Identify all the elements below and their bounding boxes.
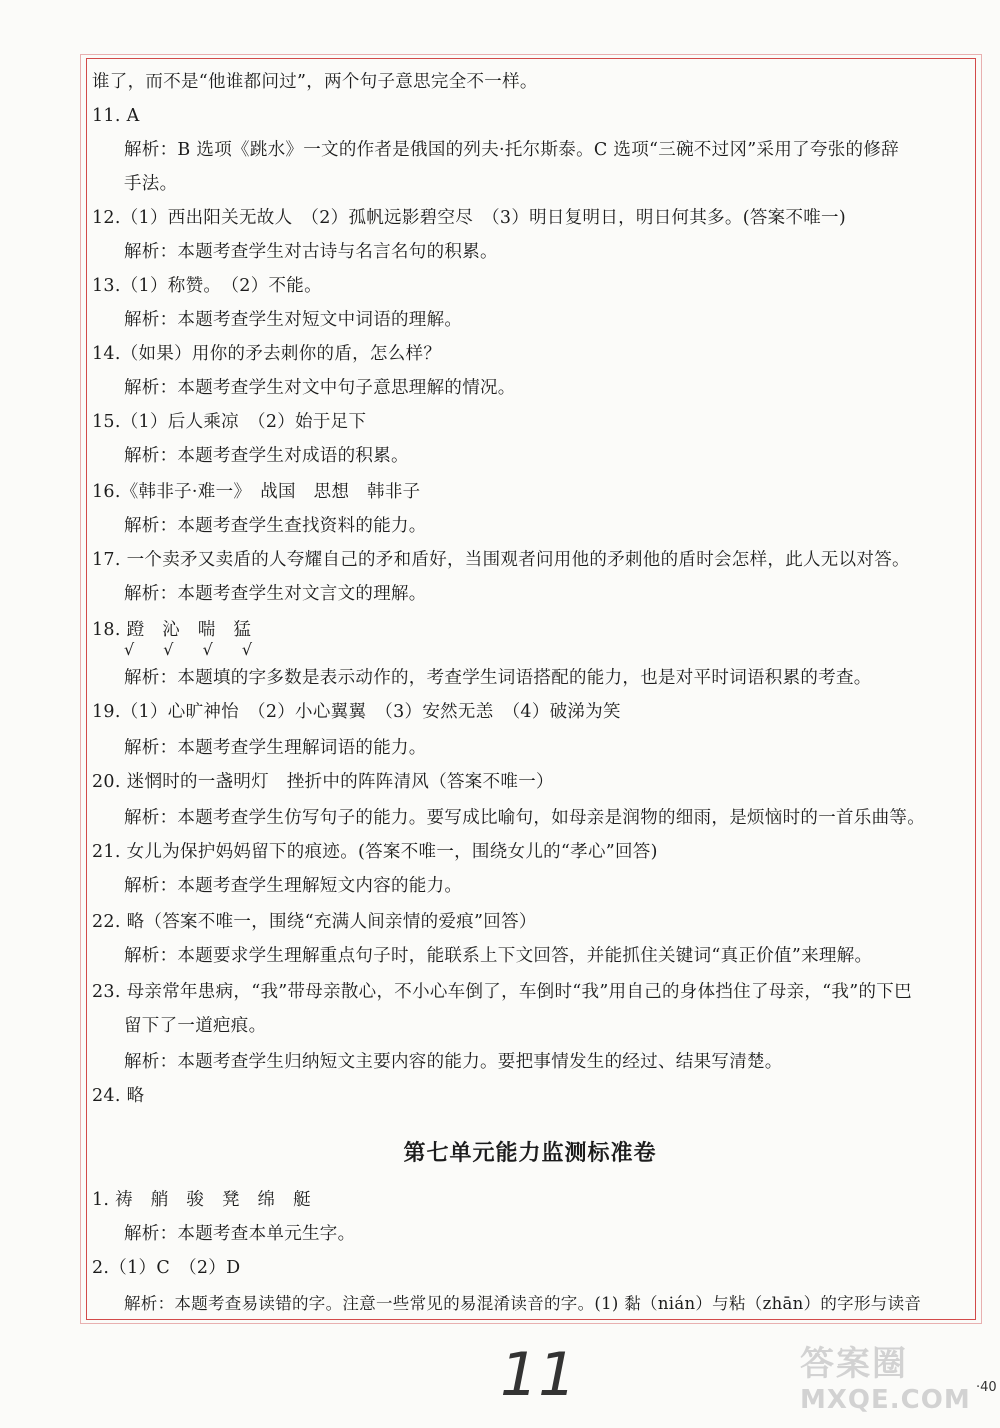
analysis-17: 解析：本题考查学生对文言文的理解。 — [124, 584, 427, 604]
handwritten-page-number: 11 — [500, 1340, 577, 1410]
section7-analysis-2: 解析：本题考查易读错的字。注意一些常见的易混淆读音的字。(1) 黏（nián）与粘（zhān）的字形与读音 — [124, 1294, 922, 1313]
answer-19: 19.（1）心旷神怡 （2）小心翼翼 （3）安然无恙 （4）破涕为笑 — [92, 702, 621, 722]
analysis-11-cont: 手法。 — [124, 174, 178, 194]
watermark-line2: MXQE.COM — [800, 1385, 971, 1415]
answer-18: 18. 蹬 沁 喘 猛 — [92, 620, 252, 640]
answer-20: 20. 迷惘时的一盏明灯 挫折中的阵阵清风（答案不唯一） — [92, 772, 554, 792]
analysis-18: 解析：本题填的字多数是表示动作的，考查学生词语搭配的能力，也是对平时词语积累的考查。 — [124, 668, 872, 688]
answer-23-cont: 留下了一道疤痕。 — [124, 1016, 267, 1036]
watermark-logo — [800, 1336, 990, 1424]
analysis-23: 解析：本题考查学生归纳短文主要内容的能力。要把事情发生的经过、结果写清楚。 — [124, 1052, 783, 1072]
analysis-13: 解析：本题考查学生对短文中词语的理解。 — [124, 310, 463, 330]
answer-14: 14.（如果）用你的矛去刺你的盾，怎么样？ — [92, 344, 442, 364]
text-line: 谁了，而不是“他谁都问过”，两个句子意思完全不一样。 — [92, 72, 538, 92]
analysis-12: 解析：本题考查学生对古诗与名言名句的积累。 — [124, 242, 498, 262]
section7-answer-2: 2.（1）C （2）D — [92, 1258, 241, 1278]
answer-15: 15.（1）后人乘凉 （2）始于足下 — [92, 412, 367, 432]
watermark-line1: 答案圈 — [800, 1344, 908, 1384]
answer-21: 21. 女儿为保护妈妈留下的痕迹。(答案不唯一，围绕女儿的“孝心”回答) — [92, 842, 658, 862]
answer-16: 16.《韩非子·难一》 战国 思想 韩非子 — [92, 482, 421, 502]
answer-24: 24. 略 — [92, 1086, 145, 1106]
analysis-21: 解析：本题考查学生理解短文内容的能力。 — [124, 876, 463, 896]
section-heading: 第七单元能力监测标准卷 — [403, 1140, 657, 1166]
answer-22: 22. 略（答案不唯一，围绕“充满人间亲情的爱痕”回答） — [92, 912, 537, 932]
analysis-15: 解析：本题考查学生对成语的积累。 — [124, 446, 409, 466]
section7-answer-1: 1. 祷 艄 骏 凳 绵 艇 — [92, 1190, 311, 1210]
answer-11: 11. A — [92, 106, 140, 126]
analysis-19: 解析：本题考查学生理解词语的能力。 — [124, 738, 427, 758]
analysis-20: 解析：本题考查学生仿写句子的能力。要写成比喻句，如母亲是润物的细雨，是烦恼时的一首乐曲等。 — [124, 808, 925, 828]
answer-13: 13.（1）称赞。 （2）不能。 — [92, 276, 322, 296]
check-marks: √ √ √ √ — [124, 640, 265, 659]
answer-23: 23. 母亲常年患病，“我”带母亲散心，不小心车倒了，车倒时“我”用自己的身体挡住了母亲，“我”的下巴 — [92, 982, 912, 1002]
analysis-22: 解析：本题要求学生理解重点句子时，能联系上下文回答，并能抓住关键词“真正价值”来理解。 — [124, 946, 873, 966]
analysis-14: 解析：本题考查学生对文中句子意思理解的情况。 — [124, 378, 516, 398]
analysis-16: 解析：本题考查学生查找资料的能力。 — [124, 516, 427, 536]
answer-17: 17. 一个卖矛又卖盾的人夸耀自己的矛和盾好，当围观者问用他的矛刺他的盾时会怎样，此人无以对答。 — [92, 550, 910, 570]
answer-12: 12.（1）西出阳关无故人 （2）孤帆远影碧空尽 （3）明日复明日，明日何其多。(答案不唯一) — [92, 208, 846, 228]
corner-page-number: ·40 — [976, 1380, 997, 1395]
analysis-11: 解析：B 选项《跳水》一文的作者是俄国的列夫·托尔斯泰。C 选项“三碗不过冈”采用了夸张的修辞 — [124, 140, 899, 160]
section7-analysis-1: 解析：本题考查本单元生字。 — [124, 1224, 356, 1244]
